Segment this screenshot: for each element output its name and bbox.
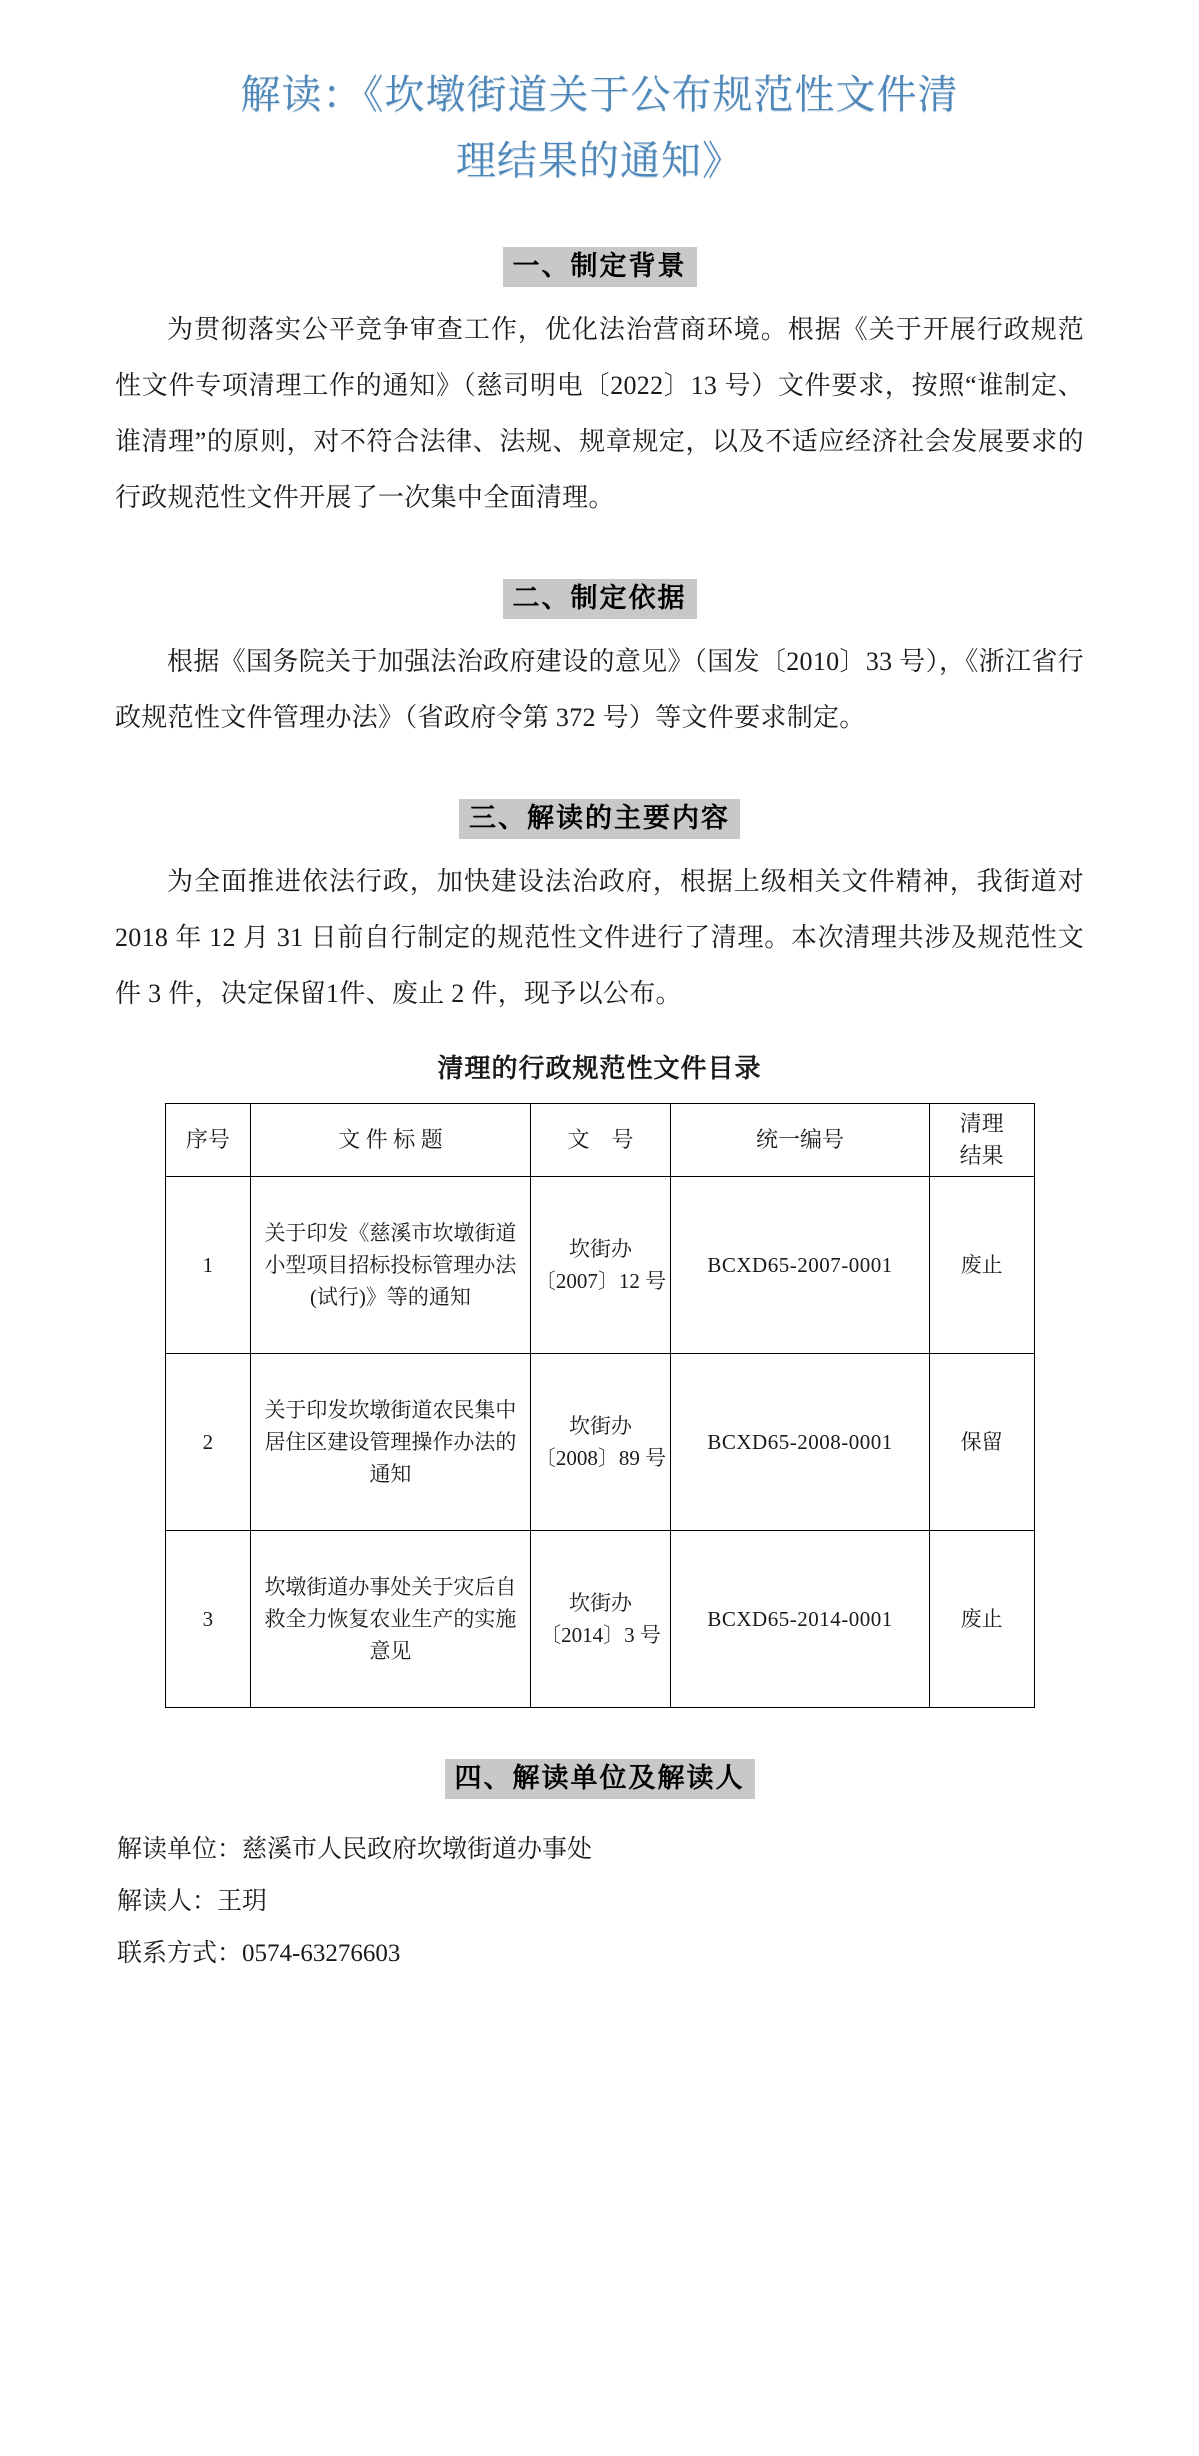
column-header-result (929, 1104, 1034, 1177)
section-2-paragraph: 根据《国务院关于加强法治政府建设的意见》（国发〔2010〕33 号），《浙江省行政规范性文件管理办法》（省政府令第 372 号）等文件要求制定。 (115, 647, 1084, 732)
section-heading-3 (115, 798, 1084, 838)
cleanup-documents-table (165, 1103, 1035, 1708)
column-header-result-line2: 结果 (959, 1143, 1004, 1168)
section-heading-4 (115, 1758, 1084, 1798)
table-caption: 清理的行政规范性文件目录 (437, 1054, 762, 1083)
cell-title: 关于印发坎墩街道农民集中居住区建设管理操作办法的通知 (251, 1354, 530, 1531)
interpretation-contact: 联系方式：0574-63276603 (117, 1940, 401, 1967)
cell-docno: 坎街办〔2007〕12 号 (530, 1177, 671, 1354)
column-header-result-line1: 清理 (959, 1111, 1004, 1136)
section-heading-1 (115, 246, 1084, 286)
page-title (115, 0, 1084, 194)
cell-docno: 坎街办〔2008〕89 号 (530, 1354, 671, 1531)
cell-no: 2 (165, 1354, 251, 1531)
cell-docno: 坎街办〔2014〕3 号 (530, 1531, 671, 1708)
interpretation-info-block (115, 1824, 1084, 1980)
cell-no: 1 (165, 1177, 251, 1354)
cell-result: 保留 (929, 1354, 1034, 1531)
cell-uid: BCXD65-2008-0001 (671, 1354, 929, 1531)
table-header-row (165, 1104, 1034, 1177)
column-header-uid: 统一编号 (671, 1104, 929, 1177)
section-heading-2 (115, 578, 1084, 618)
interpretation-unit: 解读单位：慈溪市人民政府坎墩街道办事处 (117, 1836, 593, 1863)
cell-result: 废止 (929, 1531, 1034, 1708)
cell-uid: BCXD65-2014-0001 (671, 1531, 929, 1708)
table-head (165, 1104, 1034, 1177)
column-header-docno: 文 号 (530, 1104, 671, 1177)
cell-no: 3 (165, 1531, 251, 1708)
section-heading-1-label: 一、制定背景 (503, 247, 697, 287)
interpretation-person: 解读人：王玥 (117, 1888, 268, 1915)
table-row (165, 1354, 1034, 1531)
table-body (165, 1177, 1034, 1708)
column-header-no: 序号 (165, 1104, 251, 1177)
page-title-line-2: 理结果的通知》 (456, 138, 743, 183)
section-1-paragraph: 为贯彻落实公平竞争审查工作，优化法治营商环境。根据《关于开展行政规范性文件专项清理工作的通知》（慈司明电〔2022〕13 号）文件要求，按照“谁制定、谁清理”的原则，对不符合法律、法规、规章规定，以及不适应经济社会发展要求的行政规范性文件开展了一次集中全面清理。 (115, 315, 1084, 512)
cell-title: 关于印发《慈溪市坎墩街道小型项目招标投标管理办法(试行)》等的通知 (251, 1177, 530, 1354)
column-header-title: 文 件 标 题 (251, 1104, 530, 1177)
section-3-paragraph: 为全面推进依法行政，加快建设法治政府，根据上级相关文件精神，我街道对 2018 年 12 月 31 日前自行制定的规范性文件进行了清理。本次清理共涉及规范性文件 3 件，决定保留1件、废止 2 件，现予以公布。 (115, 867, 1084, 1008)
section-heading-3-label: 三、解读的主要内容 (459, 799, 740, 839)
section-heading-2-label: 二、制定依据 (503, 579, 697, 619)
section-heading-4-label: 四、解读单位及解读人 (445, 1759, 755, 1799)
table-row (165, 1177, 1034, 1354)
cell-uid: BCXD65-2007-0001 (671, 1177, 929, 1354)
page-title-line-1: 解读：《坎墩街道关于公布规范性文件清 (240, 72, 959, 117)
cell-title: 坎墩街道办事处关于灾后自救全力恢复农业生产的实施意见 (251, 1531, 530, 1708)
cell-result: 废止 (929, 1177, 1034, 1354)
table-row (165, 1531, 1034, 1708)
